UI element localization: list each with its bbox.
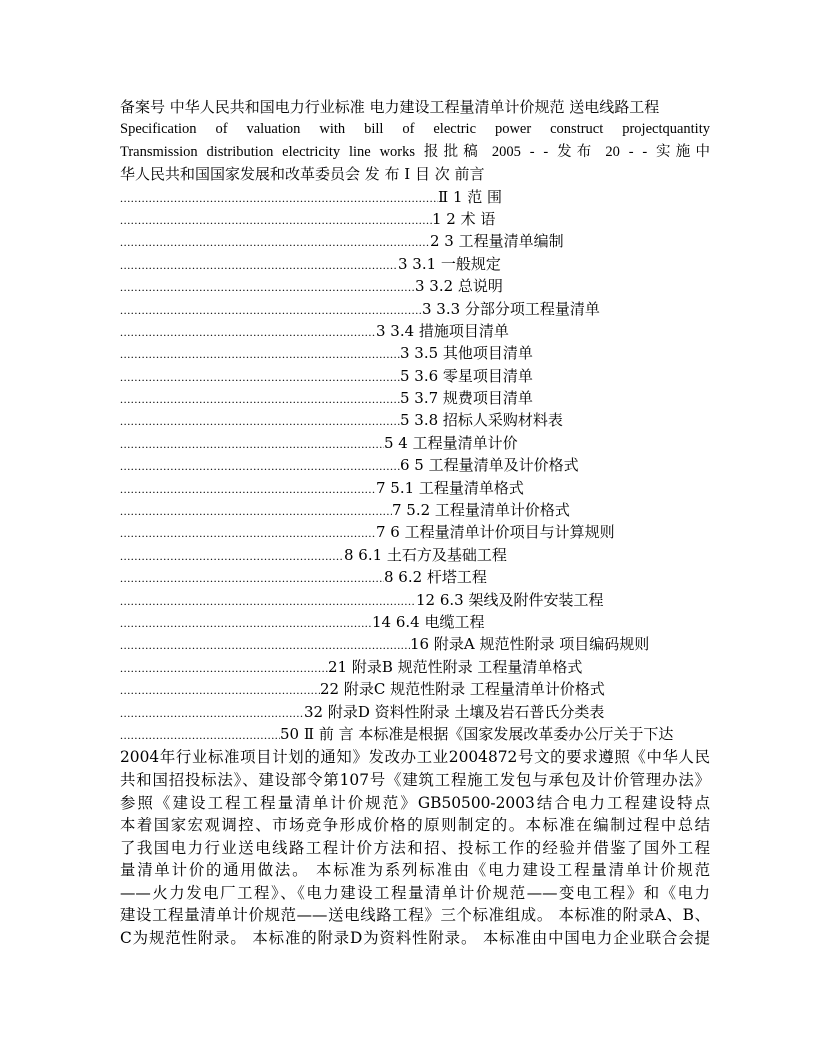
toc-entry-text: 8 6.1 土石方及基础工程 xyxy=(344,545,507,564)
toc-entry-text: 8 6.2 杆塔工程 xyxy=(384,568,487,587)
toc-entry-text: 3 3.5 其他项目清单 xyxy=(400,344,533,363)
dot-leader xyxy=(120,500,392,522)
header-title-line: 备案号 中华人民共和国电力行业标准 电力建设工程量清单计价规范 送电线路工程 xyxy=(120,98,660,116)
dot-leader xyxy=(120,366,400,388)
toc-entry[interactable] xyxy=(120,186,710,208)
dot-leader xyxy=(120,567,384,589)
toc-entry-text: 7 5.2 工程量清单计价格式 xyxy=(392,501,570,520)
foreword-line: ——火力发电厂工程》、《电力建设工程量清单计价规范——变电工程》和《电力 xyxy=(120,883,710,902)
toc-entry-text: 12 6.3 架线及附件安装工程 xyxy=(416,590,604,609)
toc-entry-text: 3 3.4 措施项目清单 xyxy=(376,321,509,340)
dot-leader xyxy=(120,634,410,656)
foreword-line: 本着国家宏观调控、市场竞争形成价格的原则制定的。本标准在编制过程中总结 xyxy=(120,816,710,835)
toc-entry-text: 3 3.3 分部分项工程量清单 xyxy=(422,299,600,318)
toc-entry-text: 7 6 工程量清单计价项目与计算规则 xyxy=(376,523,615,542)
toc-entry[interactable] xyxy=(120,678,710,700)
dot-leader xyxy=(120,545,344,567)
dot-leader xyxy=(120,590,416,612)
toc-entry[interactable] xyxy=(120,230,710,252)
toc-entry-text: 6 5 工程量清单及计价格式 xyxy=(400,456,579,475)
toc-entry[interactable] xyxy=(120,566,710,588)
toc-entry[interactable] xyxy=(120,589,710,611)
header-english-title: Specification of valuation with bill of electric power construct projectquantity xyxy=(120,121,710,138)
dot-leader xyxy=(120,276,415,298)
toc-entry-text: 1 2 术 语 xyxy=(432,209,496,228)
dot-leader xyxy=(120,410,400,432)
dot-leader xyxy=(120,724,280,746)
dot-leader xyxy=(120,433,384,455)
toc-entry-text: 5 4 工程量清单计价 xyxy=(384,433,518,452)
foreword-line: 2004年行业标准项目计划的通知》发改办工业2004872号文的要求遵照《中华人民 xyxy=(120,748,710,767)
toc-entry[interactable] xyxy=(120,633,710,655)
foreword-line: C为规范性附录。 本标准的附录D为资料性附录。 本标准由中国电力企业联合会提 xyxy=(120,929,710,948)
toc-entry[interactable] xyxy=(120,208,710,230)
dot-leader xyxy=(120,612,372,634)
foreword-line: 建设工程量清单计价规范——送电线路工程》三个标准组成。 本标准的附录A、B、 xyxy=(120,906,710,925)
foreword-line: 共和国招投标法》、建设部令第107号《建筑工程施工发包与承包及计价管理办法》 xyxy=(120,770,710,789)
document-page xyxy=(120,96,710,950)
dot-leader xyxy=(120,702,304,724)
dot-leader xyxy=(120,388,400,410)
toc-entry[interactable] xyxy=(120,499,710,521)
foreword-line: 了我国电力行业送电线路工程计价方法和招、投标工作的经验并借鉴了国外工程 xyxy=(120,838,710,857)
toc-entry-text: 5 3.7 规费项目清单 xyxy=(400,389,533,408)
foreword-line: 参照《建设工程工程量清单计价规范》GB50500-2003结合电力工程建设特点 xyxy=(120,793,710,812)
toc-entry[interactable] xyxy=(120,298,710,320)
toc-entry[interactable] xyxy=(120,723,710,745)
toc-entry-text: 5 3.6 零星项目清单 xyxy=(400,366,533,385)
toc-entry-text: 2 3 工程量清单编制 xyxy=(430,232,564,251)
toc-entry-text: 5 3.8 招标人采购材料表 xyxy=(400,411,563,430)
dot-leader xyxy=(120,209,432,231)
toc-entry[interactable] xyxy=(120,477,710,499)
toc-entry[interactable] xyxy=(120,342,710,364)
dot-leader xyxy=(120,343,400,365)
dot-leader xyxy=(120,455,400,477)
toc-entry[interactable] xyxy=(120,521,710,543)
toc-entry[interactable] xyxy=(120,656,710,678)
toc-entry[interactable] xyxy=(120,611,710,633)
toc-entry-text: 3 3.2 总说明 xyxy=(415,277,503,296)
toc-entry-text: 16 附录A 规范性附录 项目编码规则 xyxy=(410,635,650,654)
toc-entry[interactable] xyxy=(120,701,710,723)
toc-entry[interactable] xyxy=(120,432,710,454)
toc-entry-text: Ⅱ 1 范 围 xyxy=(438,187,503,206)
toc-entry-text: 21 附录B 规范性附录 工程量清单格式 xyxy=(328,657,583,676)
dot-leader xyxy=(120,231,430,253)
dot-leader xyxy=(120,657,328,679)
dot-leader xyxy=(120,299,422,321)
header-english-subtitle: Transmission distribution electricity line works 报批稿 2005 - - 发布 20 - - 实施中 xyxy=(120,143,710,160)
dot-leader xyxy=(120,522,376,544)
toc-entry[interactable] xyxy=(120,275,710,297)
toc-entry-text: 22 附录C 规范性附录 工程量清单计价格式 xyxy=(320,680,605,699)
dot-leader xyxy=(120,679,320,701)
toc-entry-text: 7 5.1 工程量清单格式 xyxy=(376,478,524,497)
header-issuer-line: 华人民共和国国家发展和改革委员会 发 布 I 目 次 前言 xyxy=(120,165,485,184)
toc-entry-text: 50 Ⅱ 前 言 本标准是根据《国家发展改革委办公厅关于下达 xyxy=(280,724,674,743)
toc-entry[interactable] xyxy=(120,253,710,275)
dot-leader xyxy=(120,321,376,343)
toc-entry[interactable] xyxy=(120,454,710,476)
foreword-line: 量清单计价的通用做法。 本标准为系列标准由《电力建设工程量清单计价规范 xyxy=(120,861,710,880)
dot-leader xyxy=(120,254,398,276)
toc-entry[interactable] xyxy=(120,365,710,387)
dot-leader xyxy=(120,478,376,500)
foreword-body xyxy=(120,746,710,949)
toc-entry-text: 3 3.1 一般规定 xyxy=(398,254,501,273)
dot-leader xyxy=(120,187,438,209)
table-of-contents xyxy=(120,186,710,746)
toc-entry-text: 14 6.4 电缆工程 xyxy=(372,612,485,631)
toc-entry-text: 32 附录D 资料性附录 土壤及岩石普氏分类表 xyxy=(304,702,605,721)
toc-entry[interactable] xyxy=(120,387,710,409)
toc-entry[interactable] xyxy=(120,409,710,431)
toc-entry[interactable] xyxy=(120,320,710,342)
toc-entry[interactable] xyxy=(120,544,710,566)
